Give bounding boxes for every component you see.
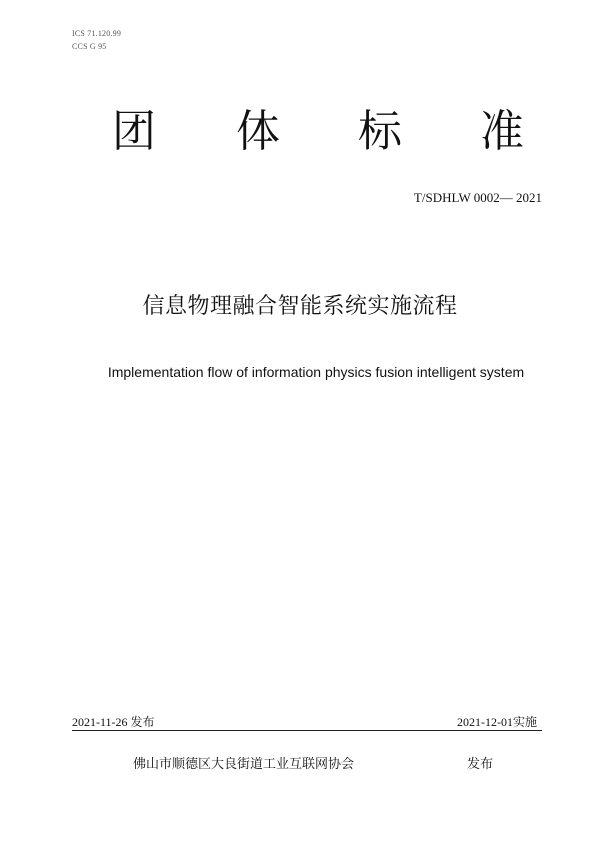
issuing-organization: 佛山市顺德区大良街道工业互联网协会 <box>133 757 355 772</box>
standard-type-char: 团 <box>112 106 156 157</box>
document-title-chinese: 信息物理融合智能系统实施流程 <box>142 294 458 319</box>
ics-code: ICS 71.120.99 <box>72 29 122 38</box>
divider-line <box>72 730 542 731</box>
standard-type-char: 准 <box>480 106 524 157</box>
standard-type-heading <box>0 104 600 164</box>
ccs-code: CCS G 95 <box>72 42 107 51</box>
issued-label: 发布 <box>467 757 494 772</box>
standard-type-char: 体 <box>236 106 280 157</box>
publish-date: 2021-11-26 发布 <box>72 715 155 729</box>
standard-number: T/SDHLW 0002— 2021 <box>413 190 542 205</box>
standard-type-char: 标 <box>358 106 402 157</box>
document-title-english-row <box>0 362 600 382</box>
document-title-english: Implementation flow of information physics fusion intelligent system <box>107 364 525 380</box>
implementation-date: 2021-12-01实施 <box>457 715 537 729</box>
